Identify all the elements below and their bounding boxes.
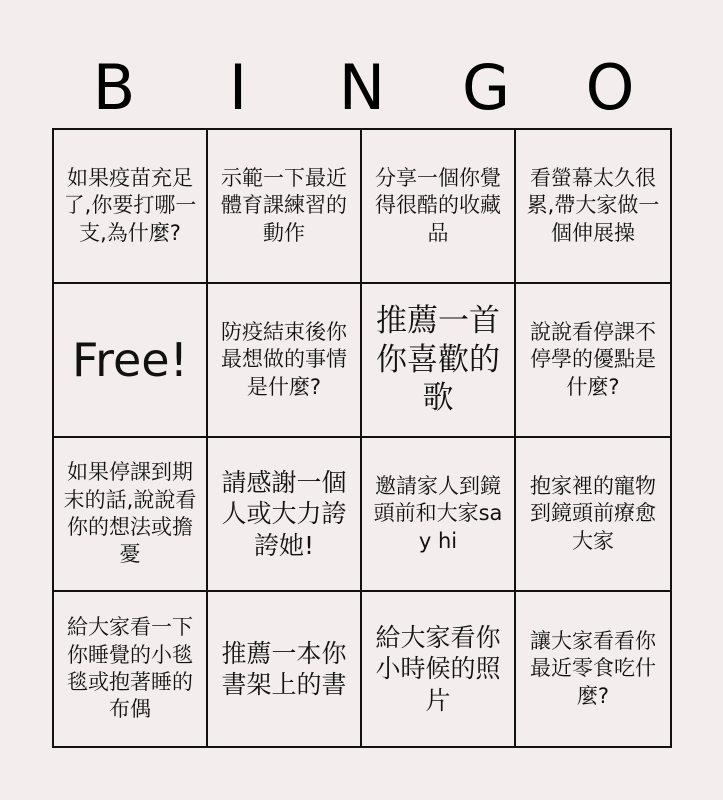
- bingo-cell-text: 請感謝一個人或大力誇誇她!: [221, 468, 347, 560]
- free-space-cell: [54, 284, 208, 438]
- bingo-letter-i: I: [228, 51, 248, 124]
- bingo-cell: [208, 592, 362, 746]
- bingo-cell: [208, 130, 362, 284]
- bingo-cell: [516, 130, 670, 284]
- bingo-cell: [362, 284, 516, 438]
- bingo-letter-o: O: [585, 51, 635, 124]
- bingo-cell: [516, 592, 670, 746]
- bingo-cell: [516, 438, 670, 592]
- bingo-cell-text: 給大家看一下你睡覺的小毯毯或抱著睡的布偶: [67, 615, 193, 722]
- bingo-cell-text: 分享一個你覺得很酷的收藏品: [375, 166, 501, 245]
- bingo-cell: [362, 592, 516, 746]
- bingo-cell: [54, 592, 208, 746]
- bingo-cell-text: 如果疫苗充足了,你要打哪一支,為什麼?: [63, 166, 197, 245]
- free-space-text: Free!: [71, 333, 189, 387]
- bingo-cell-text: 抱家裡的寵物到鏡頭前療愈大家: [530, 474, 656, 553]
- bingo-cell: [362, 130, 516, 284]
- bingo-board: [52, 128, 672, 748]
- bingo-cell: [54, 130, 208, 284]
- bingo-letter-n: N: [338, 51, 386, 124]
- bingo-cell-text: 如果停課到期末的話,說說看你的想法或擔憂: [63, 460, 197, 567]
- bingo-cell-text: 示範一下最近體育課練習的動作: [221, 166, 347, 245]
- bingo-cell-text: 推薦一本你書架上的書: [221, 638, 347, 699]
- bingo-cell-text: 防疫結束後你最想做的事情是什麼?: [221, 320, 347, 399]
- bingo-cell: [208, 438, 362, 592]
- bingo-letter-g: G: [461, 51, 511, 124]
- bingo-cell-text: 邀請家人到鏡頭前和大家say hi: [373, 474, 503, 553]
- bingo-cell-text: 給大家看你小時候的照片: [375, 623, 501, 715]
- bingo-cell-text: 說說看停課不停學的優點是什麼?: [530, 320, 656, 399]
- bingo-cell: [362, 438, 516, 592]
- bingo-cell: [54, 438, 208, 592]
- bingo-letter-b: B: [92, 51, 136, 124]
- bingo-cell-text: 看螢幕太久很累,帶大家做一個伸展操: [526, 166, 660, 245]
- bingo-cell: [208, 284, 362, 438]
- bingo-cell-text: 讓大家看看你最近零食吃什麼?: [530, 629, 656, 708]
- bingo-cell: [516, 284, 670, 438]
- bingo-title: [52, 48, 672, 128]
- bingo-cell-text: 推薦一首你喜歡的歌: [376, 302, 500, 417]
